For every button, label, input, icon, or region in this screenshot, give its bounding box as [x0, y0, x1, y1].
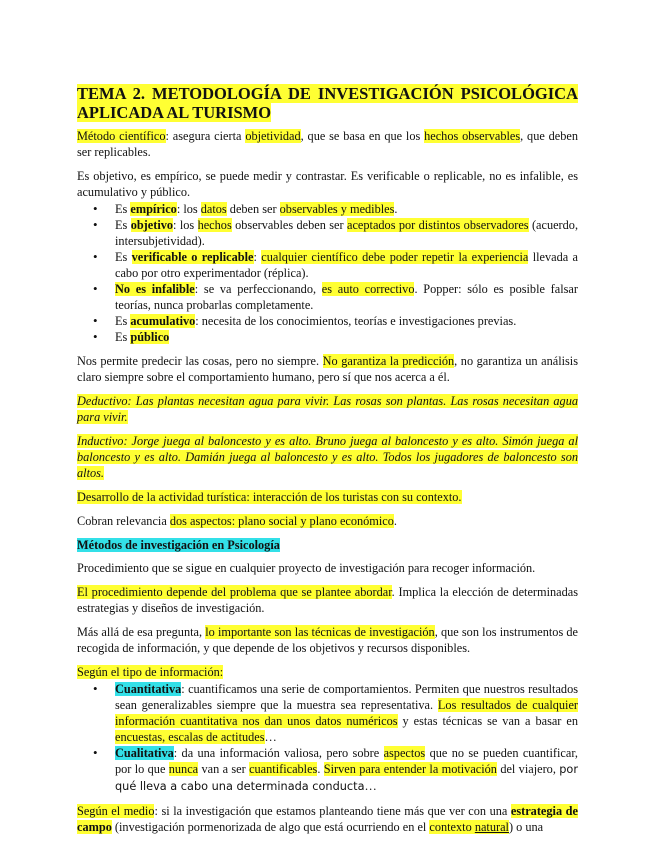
- list-item: [115, 329, 578, 345]
- text: Es: [115, 218, 131, 232]
- hl-text: observables y medibles: [279, 202, 395, 216]
- list-caracteristicas: [77, 201, 578, 345]
- text: deben ser: [226, 202, 280, 216]
- text: Es: [115, 314, 131, 328]
- document-body: [77, 84, 578, 843]
- hl-text: encuestas, escalas de actitudes: [115, 730, 265, 744]
- hl-text: No garantiza la predicción: [322, 354, 455, 368]
- text: , que son los instrumentos de recogida de información, y que depende de los objetivos y recursos disponibles.: [77, 625, 579, 655]
- paragraph-segun-tipo: [77, 664, 578, 680]
- hl-text: dos aspectos: plano social y plano económico: [169, 514, 394, 528]
- hl-text: Según el tipo de información:: [77, 665, 224, 679]
- text: Nos permite predecir las cosas, pero no siempre.: [77, 354, 323, 368]
- list-item: [115, 201, 578, 217]
- text: , no garantiza un análisis claro siempre sobre el comportamiento humano, pero sí que nos acerca a él.: [77, 354, 579, 384]
- hl-text: Deductivo: Las plantas necesitan agua para vivir. Las rosas son plantas. Las rosas necesitan agua para vivir.: [77, 394, 578, 424]
- text: Cobran relevancia: [77, 514, 170, 528]
- text: : si la investigación que estamos planteando tiene más que ver con una: [154, 804, 511, 818]
- paragraph-es-objetivo: Es objetivo, es empírico, se puede medir y contrastar. Es verificable o replicable, no es infalible, es acumulativo y público.: [77, 169, 578, 199]
- hl-text: público: [130, 330, 170, 344]
- paragraph-metodo-cientifico: [77, 128, 578, 160]
- hl-text: es auto correctivo: [321, 282, 415, 296]
- hl-text: cualquier científico debe poder repetir la experiencia: [261, 250, 529, 264]
- paragraph-desarrollo: [77, 489, 578, 505]
- text: Es: [115, 202, 131, 216]
- hl-text: Inductivo: Jorge juega al baloncesto y es alto. Bruno juega al baloncesto y es alto. Simón juega al baloncesto y es alto. Damián juega al baloncesto y es alto. Todos los jugadores de baloncesto son altos.: [77, 434, 578, 480]
- text: .: [393, 514, 397, 528]
- text: . Implica la elección de determinadas estrategias y diseños de investigación.: [77, 585, 578, 615]
- hl-text: Métodos de investigación en Psicología: [77, 538, 280, 552]
- paragraph-cobran: [77, 513, 578, 529]
- hl-text: lo importante son las técnicas de investigación: [205, 625, 435, 639]
- paragraph-inductivo: [77, 433, 578, 481]
- hl-text: Sirven para entender la motivación: [323, 762, 497, 776]
- paragraph-procedimiento: Procedimiento que se sigue en cualquier proyecto de investigación para recoger información.: [77, 561, 536, 575]
- paragraph-mas-alla: [77, 624, 578, 656]
- list-item: [115, 281, 578, 313]
- hl-text: acumulativo: [130, 314, 196, 328]
- text: Es: [115, 330, 131, 344]
- text: : los: [173, 218, 198, 232]
- paragraph-procedimiento-depende: [77, 584, 578, 616]
- hl-text: aspectos: [383, 746, 426, 760]
- text: .: [317, 762, 324, 776]
- paragraph-deductivo: [77, 393, 578, 425]
- hl-text: El procedimiento depende del problema que se plantee abordar: [77, 585, 392, 599]
- text: por qué lleva a cabo una determinada conducta: [115, 763, 578, 793]
- list-item: [115, 745, 578, 795]
- list-item: [115, 217, 578, 249]
- hl-text: aceptados por distintos observadores: [347, 218, 529, 232]
- text: : da una información valiosa, pero sobre: [173, 746, 384, 760]
- hl-text: No es infalible: [115, 282, 195, 296]
- text: .: [394, 202, 398, 216]
- hl-text: Los resultados de cualquier información cuantitativa nos dan unos datos numéricos: [115, 698, 579, 728]
- hl-text: nunca: [168, 762, 199, 776]
- hl-text: Según el medio: [77, 804, 155, 818]
- text: . Popper: sólo es posible falsar teorías, nunca probarlas completamente.: [115, 282, 578, 312]
- hl-text: hechos observables: [424, 129, 521, 143]
- text: : cuantificamos una serie de comportamientos. Permiten que nuestros resultados sean generalizables siempre que la muestra sea representativa.: [115, 682, 578, 712]
- text: van a ser: [198, 762, 250, 776]
- list-item: [115, 313, 578, 329]
- title-text: TEMA 2. METODOLOGÍA DE INVESTIGACIÓN PSICOLÓGICA APLICADA AL TURISMO: [77, 84, 578, 122]
- hl-text: hechos: [197, 218, 232, 232]
- hl-text: empírico: [130, 202, 177, 216]
- hl-text: estrategia de campo: [77, 804, 578, 834]
- text: (acuerdo, intersubjetividad).: [115, 218, 579, 248]
- paragraph-segun-medio: [77, 803, 578, 835]
- text: y estas técnicas se van a basar en: [397, 714, 578, 728]
- text: Más allá de esa pregunta,: [77, 625, 206, 639]
- hl-text: Método científico: [77, 129, 166, 143]
- list-item: [115, 249, 578, 281]
- hl-text: objetivo: [130, 218, 174, 232]
- text: …: [364, 779, 377, 793]
- text: Es: [115, 250, 132, 264]
- hl-text: natural: [474, 820, 509, 834]
- text: :: [253, 250, 262, 264]
- text: : se va perfeccionando,: [194, 282, 322, 296]
- text: del viajero,: [496, 762, 560, 776]
- text: llevada a cabo por otro experimentador (réplica).: [115, 250, 578, 280]
- text: , que deben ser replicables.: [77, 129, 578, 159]
- section-heading: [77, 537, 578, 553]
- hl-text: Desarrollo de la actividad turística: interacción de los turistas con su contexto.: [77, 490, 462, 504]
- hl-text: cuantificables: [249, 762, 318, 776]
- hl-text: datos: [200, 202, 227, 216]
- list-item: [115, 681, 578, 745]
- hl-text: verificable o replicable: [131, 250, 254, 264]
- hl-text: contexto: [429, 820, 475, 834]
- hl-text: Cualitativa: [115, 746, 174, 760]
- list-tipos-informacion: [77, 681, 578, 795]
- text: : asegura cierta: [165, 129, 246, 143]
- hl-text: objetividad: [245, 129, 301, 143]
- hl-text: Cuantitativa: [115, 682, 182, 696]
- text: : necesita de los conocimientos, teorías e investigaciones previas.: [195, 314, 517, 328]
- text: que no se pueden cuantificar, por lo que: [115, 746, 578, 776]
- text: (investigación pormenorizada de algo que está ocurriendo en el: [111, 820, 430, 834]
- text: : los: [176, 202, 201, 216]
- text: ) o una: [508, 820, 544, 834]
- text: , que se basa en que los: [300, 129, 425, 143]
- document-title: [77, 84, 578, 122]
- text: observables deben ser: [231, 218, 347, 232]
- text: …: [264, 730, 277, 744]
- paragraph-predecir: [77, 353, 578, 385]
